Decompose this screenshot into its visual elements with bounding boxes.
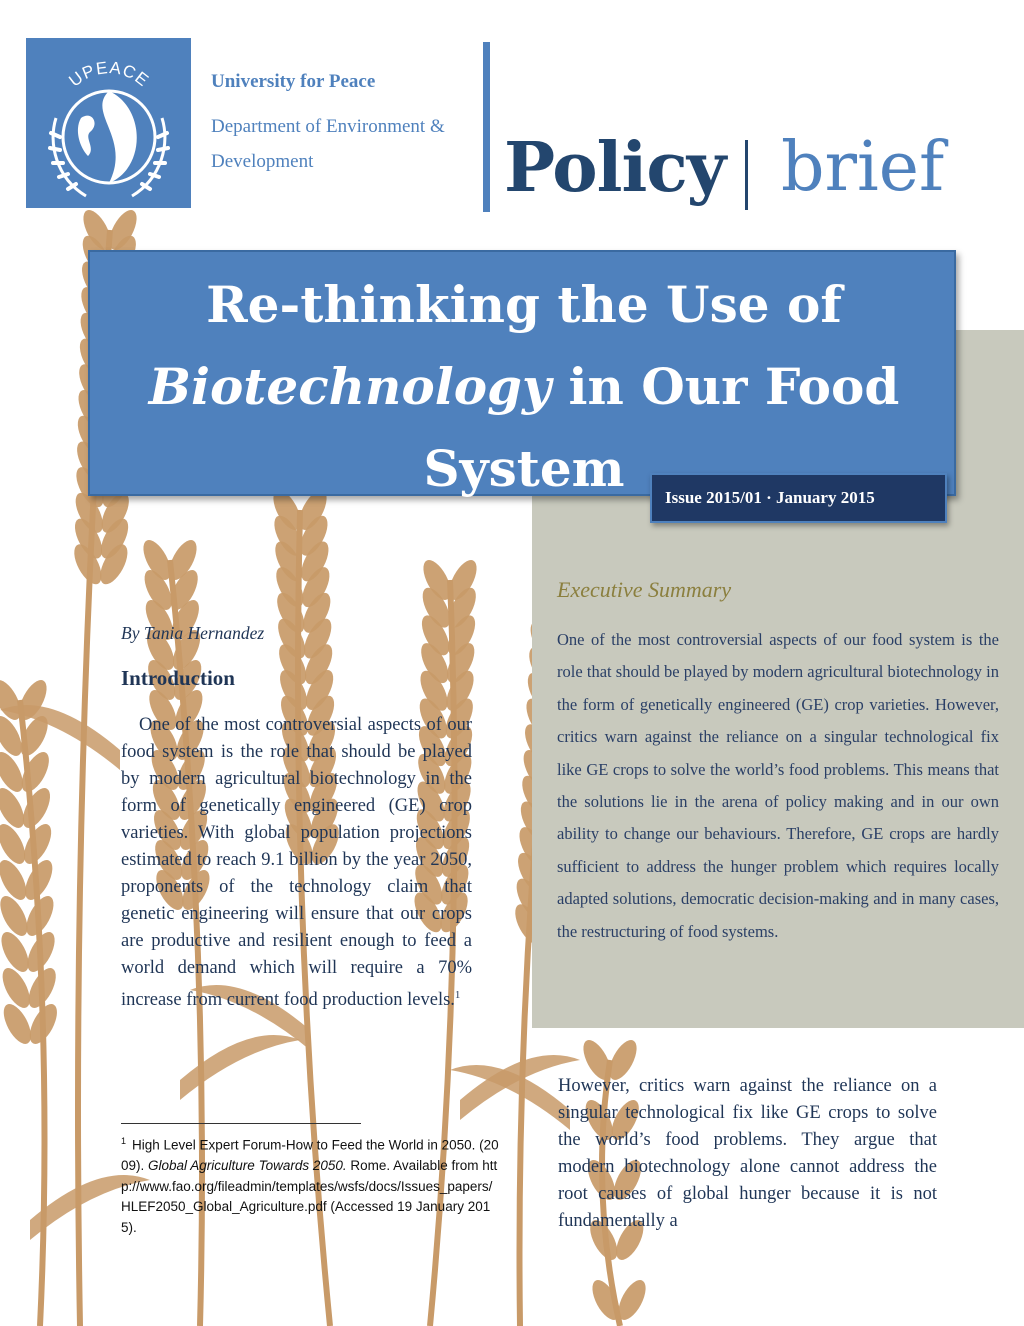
footnote-number: 1 [121,1136,127,1146]
introduction-paragraph [121,712,472,1014]
footnote-text-2: Rome. Available from http://www.fao.org/fileadmin/templates/wsfs/docs/Issues_papers/HLEF2050_Global_Agriculture.pdf (Accessed 19 January 2015). [121,1158,498,1235]
brand-word-brief: brief [781,128,945,207]
upeace-logo [26,38,191,208]
footnote-divider [121,1123,361,1124]
department-name: Department of Environment & Development [211,116,445,172]
title-line-1: Re-thinking the Use of [206,275,842,334]
footnote-reference[interactable]: 1 [454,989,461,1001]
introduction-text: One of the most controversial aspects of our food system is the role that should be played by modern agricultural biotechnology in the form of genetically engineered (GE) crop varieties. With global population projections estimated to reach 9.1 billion by the year 2050, proponents of the technology claim that genetic engineering will ensure that our crops are productive and resilient enough to feed a world demand which will require a 70% increase from current food production levels. [121,715,472,1011]
issue-badge: Issue 2015/01 · January 2015 [650,473,947,523]
title-italic-word: Biotechnology [148,357,552,416]
org-name: University for Peace [211,71,376,92]
executive-summary-heading: Executive Summary [557,577,732,602]
title-line-2 [90,346,958,428]
title-line-2-rest: in Our Food [551,357,900,416]
logo-text: UPEACE [65,58,153,91]
author-byline: By Tania Hernandez [121,623,265,643]
svg-text:UPEACE [65,58,152,90]
header-divider [483,42,490,212]
globe-logo-icon [26,38,191,208]
executive-summary-text: One of the most controversial aspects of our food system is the role that should be played by modern agricultural biotechnology in the form of genetically engineered (GE) crop varieties. However, critics warn against the reliance on a singular technological fix like GE crops to solve the world’s food problems. This means that the solutions lie in the arena of policy making and in our own ability to change our behaviours. Therefore, GE crops are hardly sufficient to address the hunger problem which requires locally adapted solutions, democratic decision-making and in many cases, the restructuring of food systems. [557,630,999,941]
continued-paragraph: However, critics warn against the reliance on a singular technological fix like GE crops to solve the world’s food problems. They argue that modern biotechnology alone cannot address the root causes of global hunger because it is not fundamentally a [558,1076,937,1231]
footnote-text-1: High Level Expert Forum-How to Feed the World in 2050. (2009). [121,1137,499,1174]
footnote-title: Global Agriculture Towards 2050. [148,1158,347,1174]
title-line-3: System [423,439,625,498]
brand-separator [745,140,748,210]
brand-word-policy: Policy [504,128,726,208]
footnote [121,1131,501,1238]
title-box [88,250,956,496]
introduction-heading: Introduction [121,666,235,690]
